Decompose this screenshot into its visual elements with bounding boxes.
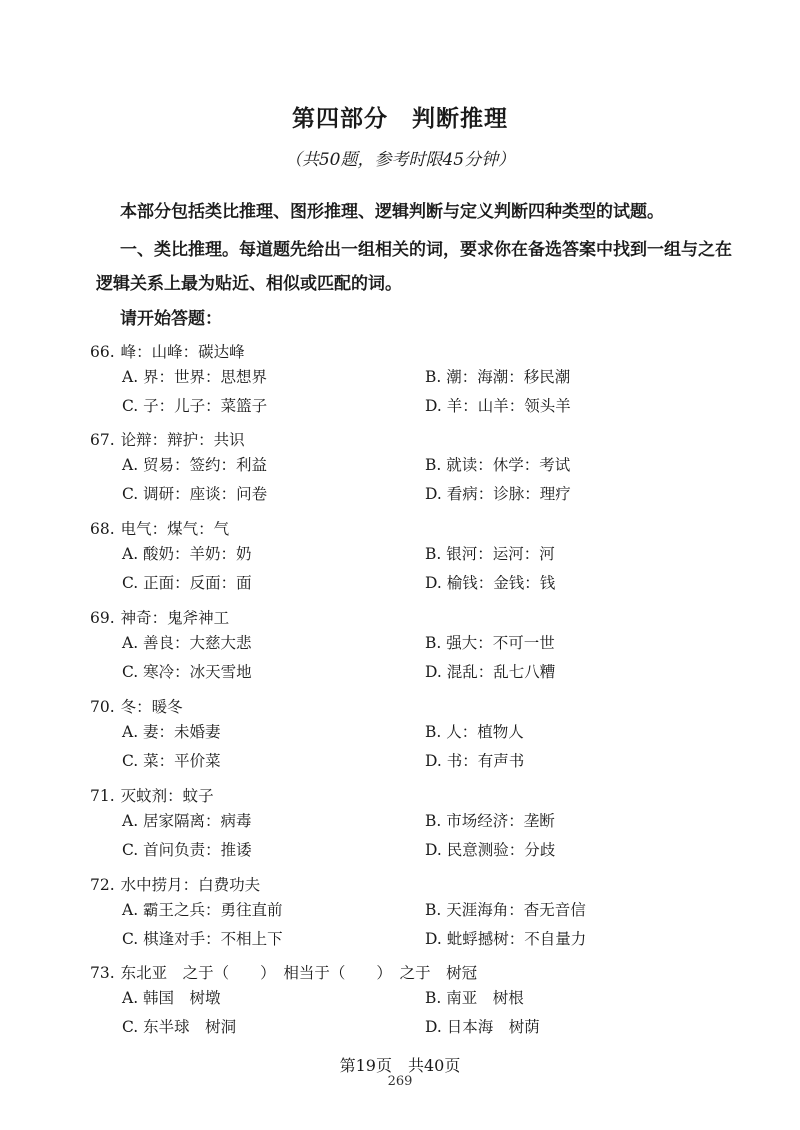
option-d: D. 日本海 树荫 [425, 1018, 540, 1036]
option-d: D. 蚍蜉撼树：不自量力 [425, 930, 587, 948]
question-text: 东北亚 之于（ ） 相当于（ ） 之于 树冠 [120, 964, 478, 982]
question-67 [90, 429, 730, 509]
question-number: 68. [90, 520, 115, 538]
question-number: 71. [90, 787, 115, 805]
option-b: B. 就读：休学：考试 [425, 456, 571, 474]
question-68 [90, 518, 730, 598]
question-text: 论辩：辩护：共识 [120, 431, 245, 449]
question-number: 73. [90, 964, 115, 982]
section-subtitle: （共50题，参考时限45分钟） [284, 150, 516, 170]
option-a: A. 韩国 树墩 [122, 989, 221, 1007]
question-stem [90, 341, 730, 363]
option-d: D. 混乱：乱七八糟 [425, 663, 556, 681]
question-69 [90, 607, 730, 687]
question-stem [90, 607, 730, 629]
option-b: B. 潮：海潮：移民潮 [425, 368, 571, 386]
option-d: D. 书：有声书 [425, 752, 525, 770]
question-stem [90, 518, 730, 540]
option-a: A. 贸易：签约：利益 [122, 456, 268, 474]
printed-page-number: 269 [387, 1074, 413, 1089]
instructions-paragraph: 一、类比推理。每道题先给出一组相关的词，要求你在备选答案中找到一组与之在逻辑关系上最为贴近、相似或匹配的词。 [96, 240, 732, 294]
option-c: C. 菜：平价菜 [122, 752, 221, 770]
page-footer: 第19页 共40页 [339, 1056, 461, 1075]
option-d: D. 榆钱：金钱：钱 [425, 574, 556, 592]
question-stem [90, 962, 730, 984]
question-text: 冬：暖冬 [120, 698, 183, 716]
question-66 [90, 341, 730, 421]
question-number: 66. [90, 343, 115, 361]
option-a: A. 妻：未婚妻 [122, 723, 221, 741]
option-c: C. 寒冷：冰天雪地 [122, 663, 252, 681]
question-stem [90, 874, 730, 896]
start-prompt: 请开始答题： [120, 309, 222, 329]
question-number: 67. [90, 431, 115, 449]
question-number: 69. [90, 609, 115, 627]
question-stem [90, 696, 730, 718]
question-number: 72. [90, 876, 115, 894]
question-text: 峰：山峰：碳达峰 [120, 343, 245, 361]
option-b: B. 人：植物人 [425, 723, 524, 741]
option-c: C. 子：儿子：菜篮子 [122, 397, 268, 415]
question-stem [90, 429, 730, 451]
question-stem [90, 785, 730, 807]
option-a: A. 酸奶：羊奶：奶 [122, 545, 252, 563]
option-c: C. 棋逢对手：不相上下 [122, 930, 283, 948]
option-c: C. 东半球 树洞 [122, 1018, 237, 1036]
option-c: C. 调研：座谈：问卷 [122, 485, 268, 503]
question-71 [90, 785, 730, 865]
option-a: A. 霸王之兵：勇往直前 [122, 901, 283, 919]
option-a: A. 界：世界：思想界 [122, 368, 268, 386]
option-a: A. 善良：大慈大悲 [122, 634, 252, 652]
option-b: B. 市场经济：垄断 [425, 812, 555, 830]
question-73 [90, 962, 730, 1042]
question-text: 水中捞月：白费功夫 [120, 876, 261, 894]
option-b: B. 天涯海角：杳无音信 [425, 901, 586, 919]
option-d: D. 民意测验：分歧 [425, 841, 556, 859]
question-text: 神奇：鬼斧神工 [120, 609, 230, 627]
question-number: 70. [90, 698, 115, 716]
option-d: D. 看病：诊脉：理疗 [425, 485, 571, 503]
question-text: 电气：煤气：气 [120, 520, 230, 538]
option-b: B. 南亚 树根 [425, 989, 524, 1007]
option-b: B. 银河：运河：河 [425, 545, 555, 563]
question-70 [90, 696, 730, 776]
section-title: 第四部分 判断推理 [292, 106, 508, 132]
option-b: B. 强大：不可一世 [425, 634, 555, 652]
option-c: C. 正面：反面：面 [122, 574, 252, 592]
option-d: D. 羊：山羊：领头羊 [425, 397, 571, 415]
option-c: C. 首问负责：推诿 [122, 841, 252, 859]
question-72 [90, 874, 730, 954]
intro-paragraph: 本部分包括类比推理、图形推理、逻辑判断与定义判断四种类型的试题。 [120, 202, 664, 222]
question-text: 灭蚊剂：蚊子 [120, 787, 214, 805]
option-a: A. 居家隔离：病毒 [122, 812, 252, 830]
